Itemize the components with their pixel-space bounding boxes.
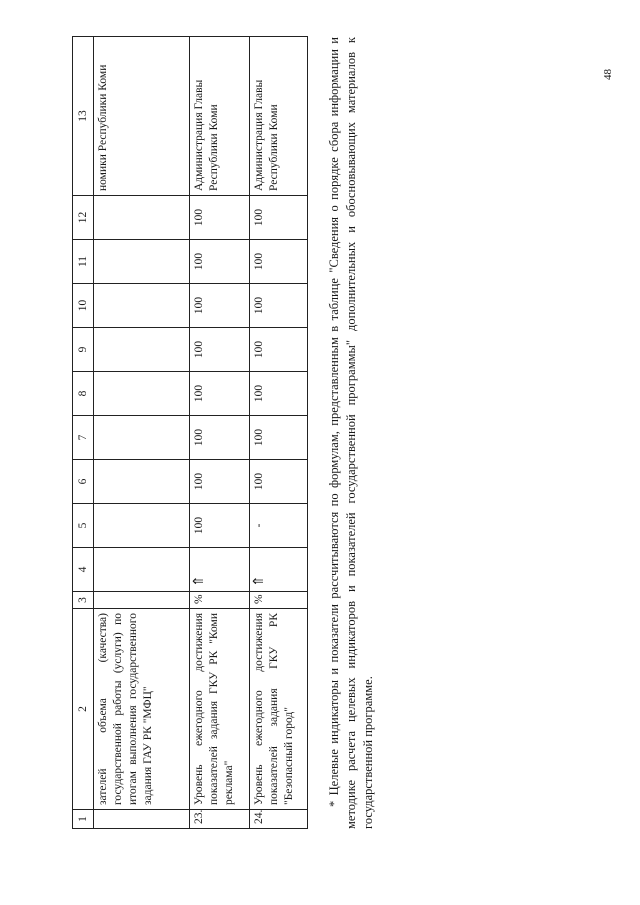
footnote [326,37,377,829]
value-cell: 100 [250,372,308,416]
header-cell: 8 [73,372,94,416]
header-cell: 5 [73,504,94,548]
header-cell: 13 [73,37,94,196]
value-cell: 100 [190,372,250,416]
value-cell: 100 [190,328,250,372]
table-header-row [73,37,94,829]
value-cell [94,416,190,460]
row-number [94,810,190,829]
page-number: 48 [602,69,614,80]
value-cell: 100 [250,328,308,372]
rotated-page-content [72,39,632,829]
header-cell: 7 [73,416,94,460]
value-cell: 100 [190,196,250,240]
value-cell: 100 [250,196,308,240]
up-arrow-icon: ⇑ [250,548,308,592]
header-cell: 6 [73,460,94,504]
table-row [250,37,308,829]
header-cell: 3 [73,592,94,609]
header-cell: 9 [73,328,94,372]
responsible-cell: Администрация Главы Республики Коми [250,37,308,196]
table-row [94,37,190,829]
up-arrow-icon: ⇑ [190,548,250,592]
value-cell [94,240,190,284]
value-cell: 100 [190,416,250,460]
value-cell: 100 [190,240,250,284]
footnote-text: * Целевые индикаторы и показатели рассчитываются по формулам, представленным в таблице "Сведения о порядке сбора информации и методике расчета целевых индикаторов и показателей государственной программы" дополнительных и обосновывающих материалов к государственной программе. [327,37,375,829]
indicator-name: Уровень ежегодного достижения показателей задания ГКУ РК "Коми реклама" [190,609,250,810]
value-cell [94,284,190,328]
unit-cell [94,592,190,609]
header-cell: 2 [73,609,94,810]
value-cell [94,372,190,416]
header-cell: 1 [73,810,94,829]
header-cell: 10 [73,284,94,328]
indicators-table [72,36,308,829]
value-cell: - [250,504,308,548]
responsible-cell: номики Республики Коми [94,37,190,196]
value-cell: 100 [250,460,308,504]
value-cell: 100 [250,240,308,284]
header-cell: 12 [73,196,94,240]
unit-cell: % [190,592,250,609]
unit-cell: % [250,592,308,609]
value-cell: 100 [190,460,250,504]
trend-cell [94,548,190,592]
value-cell [94,328,190,372]
table-row [190,37,250,829]
row-number: 23. [190,810,250,829]
value-cell: 100 [250,416,308,460]
value-cell [94,460,190,504]
value-cell: 100 [250,284,308,328]
header-cell: 4 [73,548,94,592]
value-cell: 100 [190,284,250,328]
indicator-name: зателей объема (качества) государственной работы (услуги) по итогам выполнения государственного задания ГАУ РК "МФЦ" [94,609,190,810]
value-cell: 100 [190,504,250,548]
row-number: 24. [250,810,308,829]
value-cell [94,196,190,240]
header-cell: 11 [73,240,94,284]
responsible-cell: Администрация Главы Республики Коми [190,37,250,196]
value-cell [94,504,190,548]
indicator-name: Уровень ежегодного достижения показателей задания ГКУ РК "Безопасный город" [250,609,308,810]
